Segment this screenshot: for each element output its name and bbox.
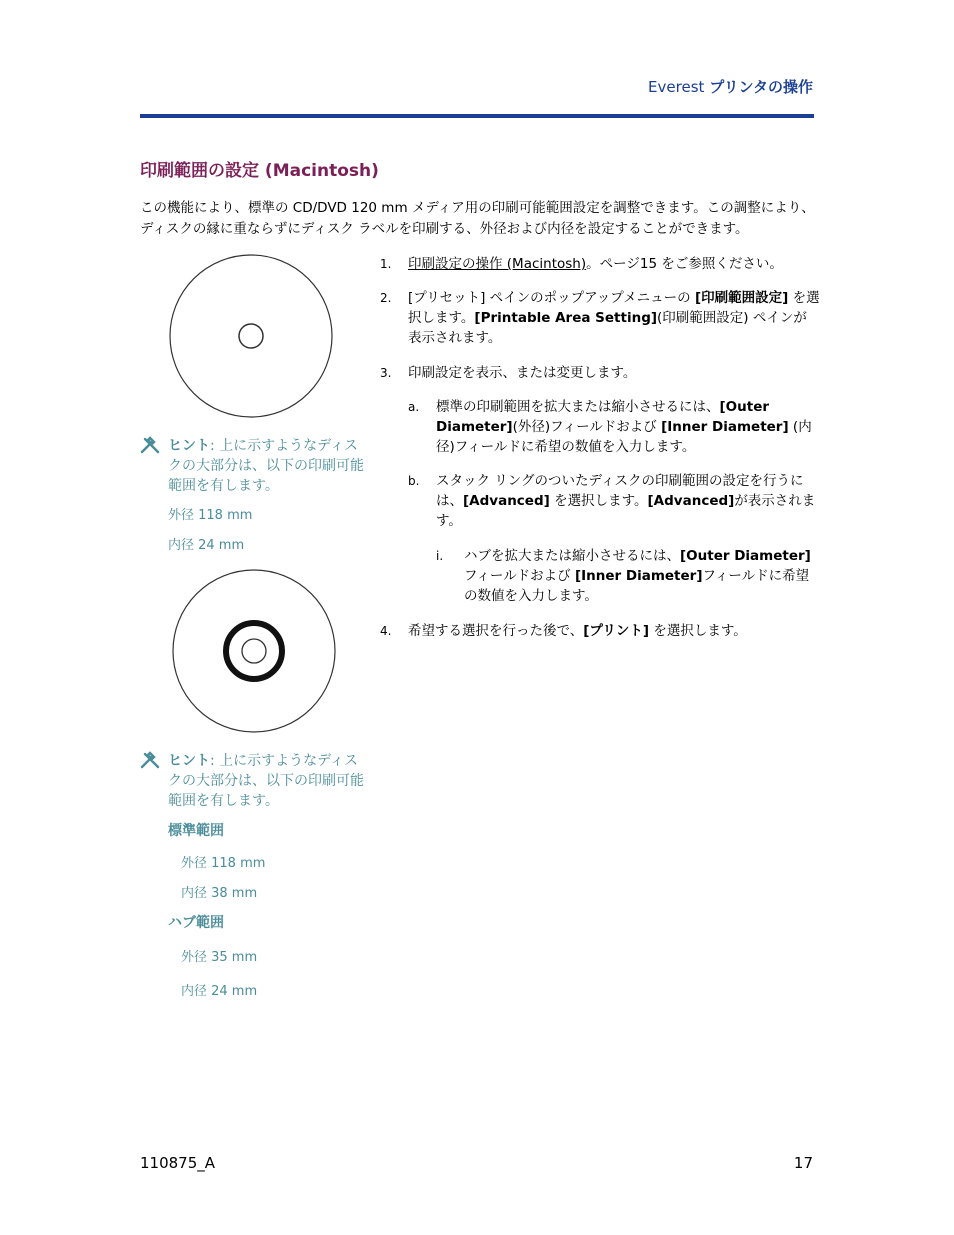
step-text: が表示されます。 — [436, 493, 816, 529]
step-number: 1. — [380, 257, 392, 271]
step-number: 2. — [380, 291, 392, 305]
substep-letter: a. — [408, 400, 420, 414]
hint-body: : 上に示すようなディスクの大部分は、以下の印刷可能範囲を有します。 — [168, 438, 364, 494]
disc-outer-edge — [173, 570, 335, 732]
step-text: を選択します。 — [649, 623, 747, 639]
disc-outer-edge — [170, 255, 332, 417]
step-text: (印刷範囲設定) ペインが表示されます。 — [408, 310, 807, 346]
hint-body: : 上に示すようなディスクの大部分は、以下の印刷可能範囲を有します。 — [168, 753, 364, 809]
tools-icon — [140, 436, 160, 459]
step-text: スタック リングのついたディスクの印刷範囲の設定を行うには、 — [436, 473, 804, 509]
tools-icon — [140, 751, 160, 774]
hint-box-2 — [140, 751, 370, 1011]
step-text: フィールドに希望の数値を入力します。 — [464, 568, 810, 604]
hub-inner-diameter: 内径 24 mm — [181, 984, 258, 999]
hub-range-label: ハブ範囲 — [168, 915, 224, 931]
field-name: [Outer Diameter] — [436, 399, 770, 435]
step-text: ハブを拡大または縮小させるには、 — [464, 548, 680, 564]
header-rule — [140, 114, 814, 118]
header-title: プリンタの操作 — [709, 78, 813, 96]
substep-roman: i. — [436, 549, 444, 563]
option-name: [Advanced] — [647, 493, 735, 509]
step-text: 。ページ15 をご参照ください。 — [586, 256, 783, 272]
page-number: 17 — [793, 1154, 813, 1172]
option-name: [Advanced] — [463, 493, 550, 509]
document-id: 110875_A — [140, 1154, 216, 1172]
standard-range-label: 標準範囲 — [168, 823, 224, 839]
button-name: [プリント] — [583, 623, 650, 639]
disc-diagram-standard — [168, 253, 334, 419]
step-text: (外径)フィールドおよび — [512, 419, 662, 435]
standard-inner-diameter: 内径 38 mm — [181, 886, 258, 901]
disc-center-hole — [239, 324, 263, 348]
step-text: 印刷設定を表示、または変更します。 — [408, 365, 637, 381]
field-name: [Inner Diameter] — [661, 419, 789, 435]
step-text: フィールドおよび — [464, 568, 575, 584]
section-title: 印刷範囲の設定 (Macintosh) — [140, 161, 379, 181]
step-text: を選択します。 — [408, 290, 820, 326]
menu-item-name: [印刷範囲設定] — [694, 290, 789, 306]
hint-text-2 — [168, 751, 368, 811]
cross-reference-link[interactable]: 印刷設定の操作 (Macintosh) — [408, 256, 587, 272]
hub-outer-diameter: 外径 35 mm — [181, 950, 258, 965]
step-number: 3. — [380, 366, 392, 380]
step-text: 標準の印刷範囲を拡大または縮小させるには、 — [436, 399, 720, 415]
disc-stack-ring — [226, 623, 282, 679]
hint-text-1 — [168, 436, 368, 496]
hint-box-1 — [140, 436, 370, 566]
field-name: [Outer Diameter] — [680, 548, 811, 564]
substep-letter: b. — [408, 474, 420, 488]
hint1-outer-diameter: 外径 118 mm — [168, 508, 253, 523]
pane-name: [Printable Area Setting] — [474, 310, 658, 326]
disc-center-hole — [242, 639, 266, 663]
hint-label: ヒント — [168, 438, 210, 454]
hint-label: ヒント — [168, 753, 210, 769]
step-text: [プリセット] ペインのポップアップメニューの — [408, 290, 695, 306]
hint1-inner-diameter: 内径 24 mm — [168, 538, 245, 553]
step-text: を選択します。 — [549, 493, 648, 509]
field-name: [Inner Diameter] — [574, 568, 703, 584]
step-text: (内径)フィールドに希望の数値を入力します。 — [436, 419, 812, 455]
header-prefix: Everest — [648, 78, 705, 96]
standard-outer-diameter: 外径 118 mm — [181, 856, 266, 871]
running-header — [648, 76, 813, 97]
step-number: 4. — [380, 624, 392, 638]
step-text: 希望する選択を行った後で、 — [408, 623, 584, 639]
procedure-steps — [380, 254, 820, 654]
intro-paragraph: この機能により、標準の CD/DVD 120 mm メディア用の印刷可能範囲設定を調整できます。この調整により、ディスクの縁に重ならずにディスク ラベルを印刷する、外径および内径を設定することができます。 — [140, 200, 815, 237]
disc-diagram-stack-ring — [171, 568, 337, 734]
